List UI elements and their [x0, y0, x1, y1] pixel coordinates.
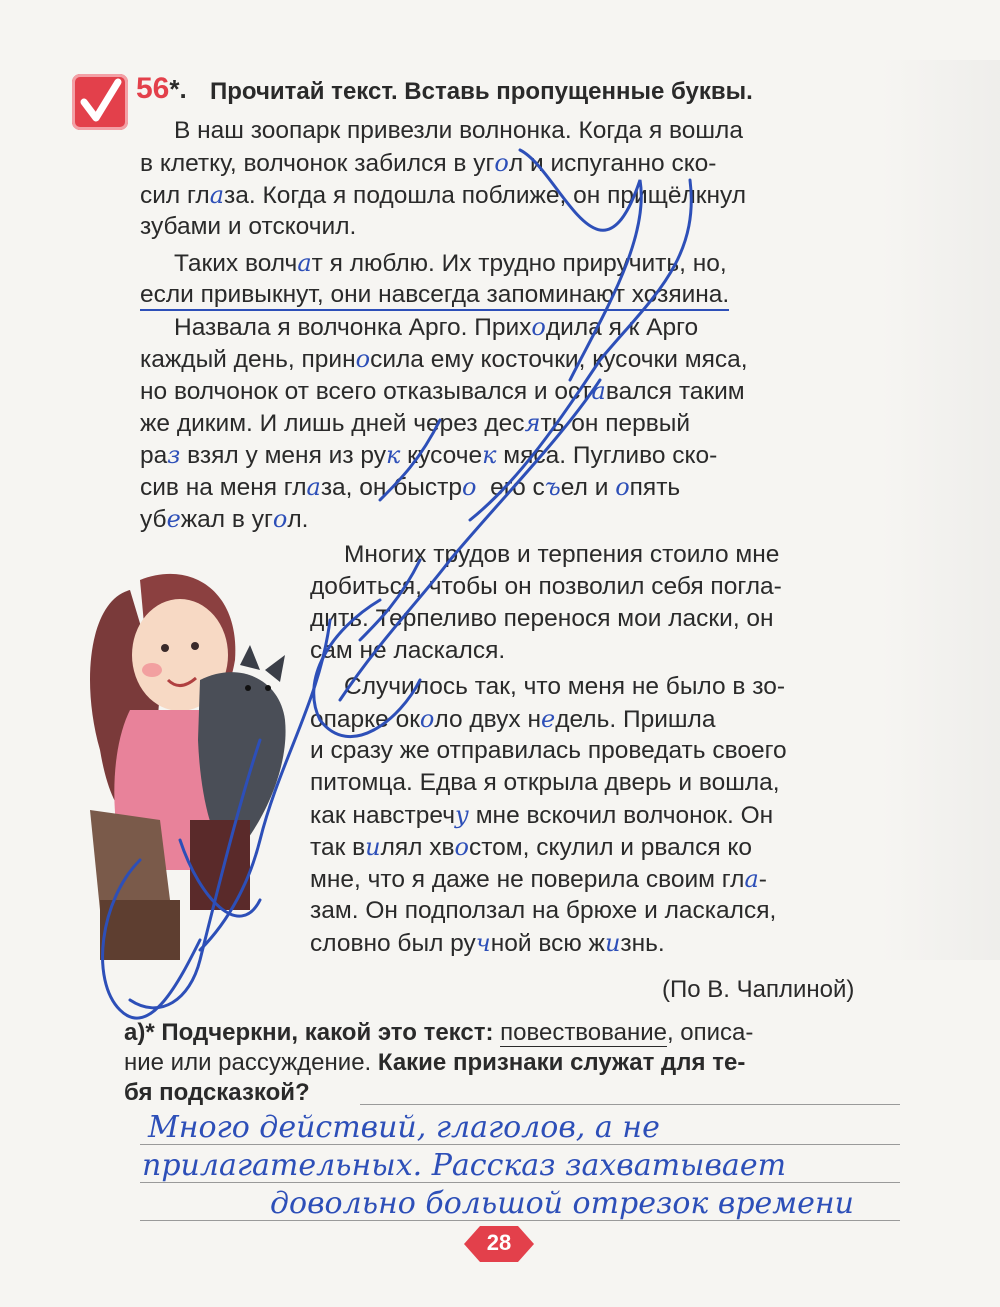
handwritten-answer-line: довольно большой отрезок времени	[270, 1186, 855, 1221]
girl-with-wolf-cub-illustration	[70, 570, 320, 970]
filled-letter: е	[541, 705, 556, 733]
text-line: зам. Он подползал на брюхе и ласкался,	[310, 897, 777, 924]
filled-letter: з	[167, 441, 181, 469]
filled-letter: а	[306, 473, 321, 501]
text-line: сив на меня глаза, он быстро его съел и опять	[140, 473, 681, 501]
filled-letter: а	[744, 865, 759, 893]
filled-letter: о	[462, 473, 477, 501]
text-line: Таких волчат я люблю. Их трудно приручить, но,	[174, 249, 727, 277]
filled-letter: у	[454, 801, 469, 829]
text-line: но волчонок от всего отказывался и оставался таким	[140, 377, 745, 405]
text-line: как навстречу мне вскочил волчонок. Он	[310, 801, 774, 829]
task-number: 56*.	[136, 72, 187, 105]
text-line: в клетку, волчонок забился в угол и испуганно ско-	[140, 149, 717, 177]
filled-letter: о	[454, 833, 469, 861]
text-line: В наш зоопарк привезли волнонка. Когда я вошла	[174, 117, 743, 144]
filled-letter: о	[272, 505, 288, 533]
filled-letter: а	[591, 377, 606, 405]
text-line: и сразу же отправилась проведать своего	[310, 737, 787, 764]
filled-letter: о	[494, 149, 509, 177]
task-instruction: Прочитай текст. Вставь пропущенные буквы.	[210, 78, 753, 105]
author-attribution: (По В. Чаплиной)	[662, 976, 855, 1003]
text-line: дить. Терпеливо перенося мои ласки, он	[310, 605, 774, 632]
filled-letter: ч	[475, 929, 491, 957]
handwritten-answer-line: Много действий, глаголов, а не	[148, 1110, 660, 1145]
text-line: Многих трудов и терпения стоило мне	[344, 541, 780, 568]
handwritten-answer-line: прилагательных. Рассказ захватывает	[142, 1148, 787, 1183]
answer-rule	[360, 1104, 900, 1105]
text-line: сам не ласкался.	[310, 637, 506, 664]
filled-letter: и	[365, 833, 381, 861]
page-number-badge	[462, 1224, 536, 1264]
text-line: Назвала я волчонка Арго. Приходила я к Арго	[174, 313, 699, 341]
text-line: каждый день, приносила ему косточки, кусочки мяса,	[140, 345, 748, 373]
text-line: питомца. Едва я открыла дверь и вошла,	[310, 769, 780, 796]
filled-letter: к	[482, 441, 497, 469]
filled-letter: о	[355, 345, 371, 373]
filled-letter: о	[531, 313, 546, 341]
text-line: же диким. И лишь дней через десять он первый	[140, 409, 691, 437]
text-line: мне, что я даже не поверила своим гла-	[310, 865, 767, 893]
text-line: Случилось так, что меня не было в зо-	[344, 673, 785, 700]
text-line: убежал в угол.	[140, 505, 309, 533]
page-number: 28	[486, 1230, 512, 1255]
filled-letter: о	[419, 705, 435, 733]
filled-letter: о	[615, 473, 630, 501]
text-line: словно был ручной всю жизнь.	[310, 929, 665, 957]
checkmark-icon	[72, 74, 128, 130]
text-line: так вилял хвостом, скулил и рвался ко	[310, 833, 753, 861]
filled-letter: а	[297, 249, 312, 277]
text-line: добиться, чтобы он позволил себя погла-	[310, 573, 782, 600]
text-line: сил глаза. Когда я подошла поближе, он прищёлкнул	[140, 181, 747, 209]
question-line: бя подсказкой?	[124, 1079, 310, 1106]
text-line: зубами и отскочил.	[140, 213, 357, 240]
text-line: если привыкнут, они навсегда запоминают хозяина.	[140, 280, 729, 310]
filled-letter: и	[604, 929, 621, 957]
question-line: а)* Подчеркни, какой это текст: повествование, описа-	[124, 1019, 754, 1046]
filled-letter: ъ	[544, 473, 561, 501]
filled-letter: а	[209, 181, 225, 209]
text-line: опарке около двух недель. Пришла	[310, 705, 716, 733]
filled-letter: к	[385, 441, 401, 469]
bleed-through	[880, 60, 1000, 960]
text-line: раз взял у меня из рук кусочек мяса. Пугливо ско-	[140, 441, 718, 469]
filled-letter: е	[166, 505, 181, 533]
question-line: ние или рассуждение. Какие признаки служат для те-	[124, 1049, 746, 1076]
filled-letter: я	[524, 409, 541, 437]
